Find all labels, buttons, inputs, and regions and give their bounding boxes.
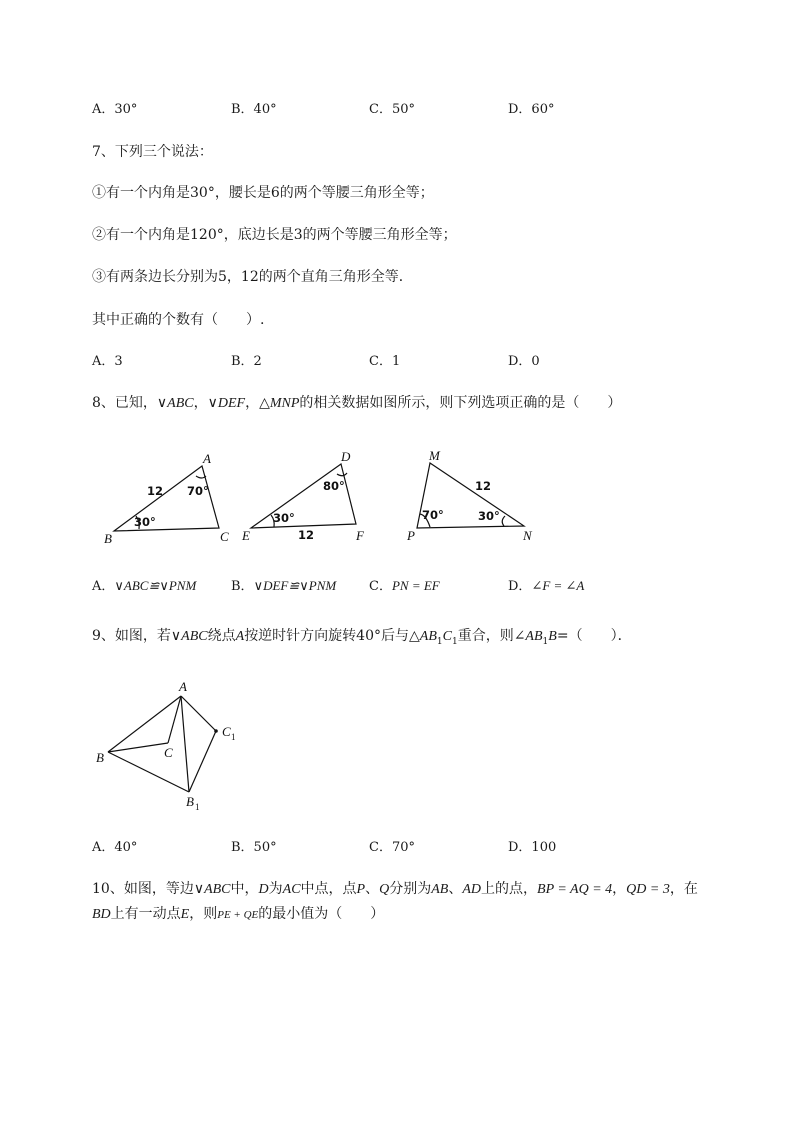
q8-tri3-angle-n: 30° [478,509,500,523]
q6-option-c: C．50° [369,102,415,117]
q8-option-d: D．∠F = ∠A [508,578,585,594]
q9-label-c: C [164,745,173,760]
q8-tri1-side: 12 [147,484,164,498]
q8-tri2-side: 12 [298,528,315,542]
q8-option-a: A．∨ABC≌∨PNM [92,578,197,594]
q7-stem: 7、下列三个说法： [92,144,213,160]
q9-label-c1-sub: 1 [231,732,236,742]
q6-option-d: D．60° [508,102,555,117]
q8-label-m: M [429,448,440,463]
q9-label-a: A [179,679,187,694]
q9-option-d: D．100 [508,840,557,855]
q10-stem-line2: BD上有一动点E，则PE + QE的最小值为（ ） [92,906,385,922]
q6-option-b: B．40° [231,102,277,117]
q9-label-b1: B [186,794,194,809]
q8-label-e: E [242,528,250,543]
q8-stem: 8、已知，∨ABC，∨DEF，△MNP的相关数据如图所示，则下列选项正确的是（ ） [92,395,622,411]
q8-tri2-angle-d: 80° [323,479,345,493]
q8-tri3-angle-p: 70° [422,508,444,522]
q9-option-c: C．70° [369,840,415,855]
q7-question: 其中正确的个数有（ ）. [92,312,265,328]
q8-label-d: D [341,449,351,464]
q8-option-c: C．PN = EF [369,578,440,594]
q9-stem: 9、如图，若∨ABC绕点A按逆时针方向旋转40°后与$\triangle AB_1C_1$重合，则$\angle AB_1B=$（ ）． [92,628,632,647]
q7-statement-2: ②有一个内角是120°，底边长是3的两个等腰三角形全等； [92,227,457,243]
q7-statement-3: ③有两条边长分别为5，12的两个直角三角形全等． [92,269,413,285]
q9-option-a: A．40° [92,840,138,855]
q7-option-d: D．0 [508,354,540,369]
q7-option-a: A．3 [92,354,123,369]
q8-label-a: A [203,451,211,466]
q7-option-c: C．1 [369,354,401,369]
q9-label-c1: C [222,724,231,739]
q8-label-b: B [104,531,112,546]
q6-option-a: A．30° [92,102,138,117]
q8-tri2-angle-e: 30° [273,511,295,525]
q8-option-b: B．∨DEF≌∨PNM [231,578,337,594]
q9-label-b: B [96,750,104,765]
q10-stem-line1: 10、如图，等边∨ABC中，D为AC中点，点P、Q分别为AB、AD上的点，BP = AQ = 4，QD = 3，在 [92,881,698,897]
q7-option-b: B．2 [231,354,262,369]
q8-tri1-angle-b: 30° [134,515,156,529]
q8-label-c: C [220,529,229,544]
q9-option-b: B．50° [231,840,277,855]
q8-tri1-angle-a: 70° [187,484,209,498]
q8-label-f: F [356,528,364,543]
q9-label-b1-sub: 1 [195,802,200,812]
q8-tri3-side: 12 [475,479,492,493]
q8-label-p: P [407,528,415,543]
q8-label-n: N [523,528,532,543]
q7-statement-1: ①有一个内角是30°，腰长是6的两个等腰三角形全等； [92,185,434,201]
